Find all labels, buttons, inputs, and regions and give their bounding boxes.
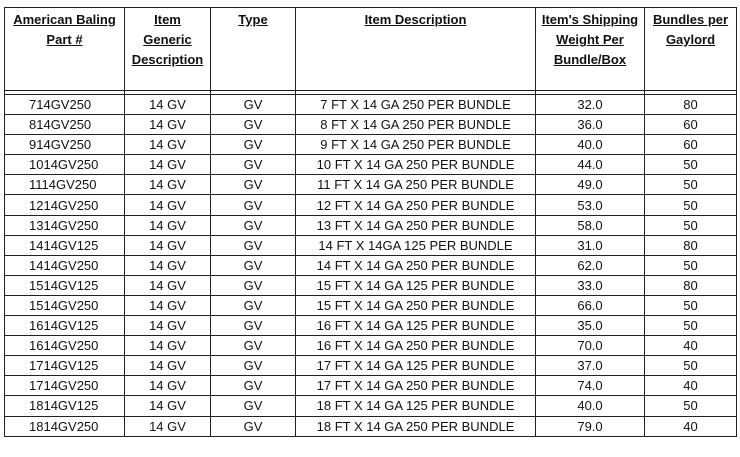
shipping-weight-cell: 40.0 [536,396,645,416]
table-row [5,316,737,336]
shipping-weight-cell: 33.0 [536,275,645,295]
generic-description-cell: 14 GV [125,215,211,235]
bundles-per-gaylord-cell: 50 [645,316,737,336]
bundles-per-gaylord-cell: 50 [645,155,737,175]
bundles-per-gaylord-cell: 60 [645,135,737,155]
bundles-per-gaylord-cell: 50 [645,175,737,195]
item-description-cell: 11 FT X 14 GA 250 PER BUNDLE [296,175,536,195]
table-row [5,215,737,235]
header-line: Weight Per [556,32,624,47]
header-line: Gaylord [665,32,716,47]
shipping-weight-cell: 37.0 [536,356,645,376]
item-description-cell: 17 FT X 14 GA 250 PER BUNDLE [296,376,536,396]
generic-description-cell: 14 GV [125,376,211,396]
table-row [5,95,737,115]
type-cell: GV [211,195,296,215]
generic-description-cell: 14 GV [125,255,211,275]
part-number-cell: 1014GV250 [5,155,125,175]
item-description-cell: 15 FT X 14 GA 125 PER BUNDLE [296,275,536,295]
type-cell: GV [211,135,296,155]
header-shipping-weight [536,8,645,91]
shipping-weight-cell: 44.0 [536,155,645,175]
generic-description-cell: 14 GV [125,115,211,135]
type-cell: GV [211,175,296,195]
item-description-cell: 13 FT X 14 GA 250 PER BUNDLE [296,215,536,235]
header-bundles-per-gaylord [645,8,737,91]
generic-description-cell: 14 GV [125,95,211,115]
type-cell: GV [211,155,296,175]
type-cell: GV [211,356,296,376]
table-row [5,195,737,215]
type-cell: GV [211,416,296,436]
item-description-cell: 14 FT X 14 GA 250 PER BUNDLE [296,255,536,275]
table-row [5,396,737,416]
type-cell: GV [211,295,296,315]
item-description-cell: 16 FT X 14 GA 125 PER BUNDLE [296,316,536,336]
table-row [5,155,737,175]
shipping-weight-cell: 79.0 [536,416,645,436]
table-row [5,235,737,255]
bundles-per-gaylord-cell: 40 [645,376,737,396]
generic-description-cell: 14 GV [125,396,211,416]
bundles-per-gaylord-cell: 50 [645,356,737,376]
header-line: Bundles per [652,12,729,27]
shipping-weight-cell: 49.0 [536,175,645,195]
part-number-cell: 1514GV250 [5,295,125,315]
generic-description-cell: 14 GV [125,356,211,376]
generic-description-cell: 14 GV [125,135,211,155]
bundles-per-gaylord-cell: 80 [645,275,737,295]
generic-description-cell: 14 GV [125,155,211,175]
header-line: Item [154,12,181,27]
bundles-per-gaylord-cell: 50 [645,215,737,235]
bundles-per-gaylord-cell: 60 [645,115,737,135]
part-number-cell: 1514GV125 [5,275,125,295]
table-row [5,275,737,295]
header-line: Generic [143,32,192,47]
generic-description-cell: 14 GV [125,336,211,356]
table-row [5,135,737,155]
part-number-cell: 1714GV250 [5,376,125,396]
generic-description-cell: 14 GV [125,416,211,436]
shipping-weight-cell: 31.0 [536,235,645,255]
shipping-weight-cell: 36.0 [536,115,645,135]
shipping-weight-cell: 58.0 [536,215,645,235]
shipping-weight-cell: 62.0 [536,255,645,275]
part-number-cell: 1714GV125 [5,356,125,376]
type-cell: GV [211,95,296,115]
table-row [5,336,737,356]
shipping-weight-cell: 66.0 [536,295,645,315]
item-description-cell: 16 FT X 14 GA 250 PER BUNDLE [296,336,536,356]
header-line: Type [238,12,268,27]
bundles-per-gaylord-cell: 50 [645,295,737,315]
generic-description-cell: 14 GV [125,175,211,195]
type-cell: GV [211,275,296,295]
generic-description-cell: 14 GV [125,195,211,215]
part-number-cell: 1814GV125 [5,396,125,416]
bundles-per-gaylord-cell: 80 [645,235,737,255]
header-line: Description [131,52,204,67]
item-description-cell: 15 FT X 14 GA 250 PER BUNDLE [296,295,536,315]
header-item-description [296,8,536,91]
generic-description-cell: 14 GV [125,295,211,315]
part-number-cell: 814GV250 [5,115,125,135]
part-number-cell: 1414GV250 [5,255,125,275]
header-generic-description [125,8,211,91]
shipping-weight-cell: 35.0 [536,316,645,336]
item-description-cell: 12 FT X 14 GA 250 PER BUNDLE [296,195,536,215]
bundles-per-gaylord-cell: 50 [645,195,737,215]
header-line: Item's Shipping [541,12,639,27]
type-cell: GV [211,255,296,275]
type-cell: GV [211,235,296,255]
header-part-number [5,8,125,91]
part-number-cell: 1814GV250 [5,416,125,436]
shipping-weight-cell: 40.0 [536,135,645,155]
type-cell: GV [211,336,296,356]
bundles-per-gaylord-cell: 50 [645,396,737,416]
header-type [211,8,296,91]
item-description-cell: 8 FT X 14 GA 250 PER BUNDLE [296,115,536,135]
header-line: Bundle/Box [553,52,627,67]
table-row [5,115,737,135]
bundles-per-gaylord-cell: 50 [645,255,737,275]
table-row [5,175,737,195]
type-cell: GV [211,215,296,235]
item-description-cell: 10 FT X 14 GA 250 PER BUNDLE [296,155,536,175]
type-cell: GV [211,316,296,336]
item-description-cell: 18 FT X 14 GA 125 PER BUNDLE [296,396,536,416]
type-cell: GV [211,376,296,396]
part-number-cell: 1214GV250 [5,195,125,215]
part-number-cell: 1614GV125 [5,316,125,336]
type-cell: GV [211,396,296,416]
item-description-cell: 14 FT X 14GA 125 PER BUNDLE [296,235,536,255]
generic-description-cell: 14 GV [125,316,211,336]
part-number-cell: 1614GV250 [5,336,125,356]
item-description-cell: 9 FT X 14 GA 250 PER BUNDLE [296,135,536,155]
shipping-weight-cell: 70.0 [536,336,645,356]
generic-description-cell: 14 GV [125,235,211,255]
item-description-cell: 7 FT X 14 GA 250 PER BUNDLE [296,95,536,115]
item-description-cell: 18 FT X 14 GA 250 PER BUNDLE [296,416,536,436]
part-number-cell: 914GV250 [5,135,125,155]
table-row [5,376,737,396]
part-number-cell: 1314GV250 [5,215,125,235]
header-line: Part # [46,32,83,47]
part-number-cell: 1114GV250 [5,175,125,195]
shipping-weight-cell: 32.0 [536,95,645,115]
part-number-cell: 714GV250 [5,95,125,115]
bundles-per-gaylord-cell: 80 [645,95,737,115]
bundles-per-gaylord-cell: 40 [645,336,737,356]
table-row [5,416,737,436]
shipping-weight-cell: 74.0 [536,376,645,396]
generic-description-cell: 14 GV [125,275,211,295]
product-sheet [4,7,736,437]
header-row [5,8,737,91]
table-row [5,255,737,275]
type-cell: GV [211,115,296,135]
table-row [5,356,737,376]
part-number-cell: 1414GV125 [5,235,125,255]
shipping-weight-cell: 53.0 [536,195,645,215]
parts-table [4,7,737,437]
item-description-cell: 17 FT X 14 GA 125 PER BUNDLE [296,356,536,376]
table-body [5,95,737,437]
bundles-per-gaylord-cell: 40 [645,416,737,436]
table-row [5,295,737,315]
header-line: Item Description [364,12,467,27]
header-line: American Baling [13,12,116,27]
